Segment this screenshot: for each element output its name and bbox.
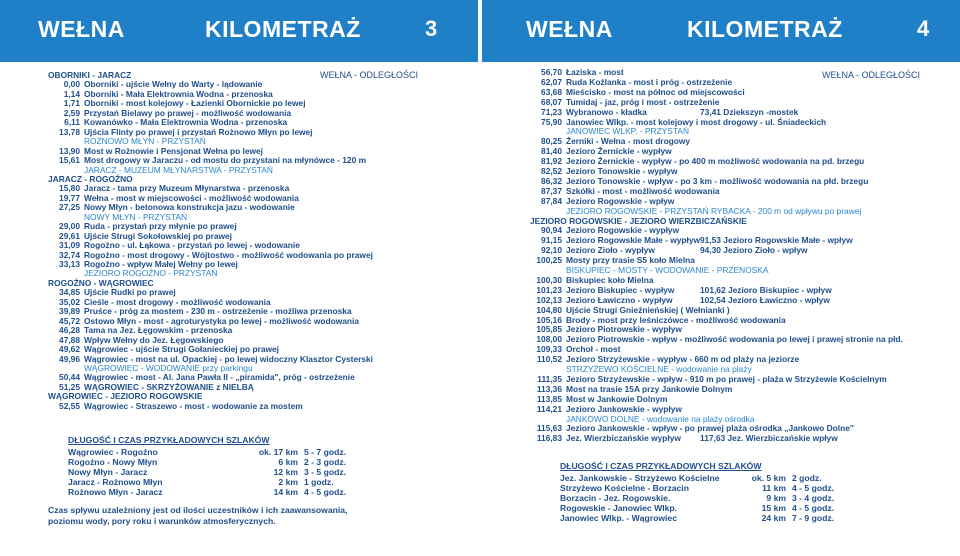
route-time: 3 - 4 godz. (792, 493, 835, 503)
km-value: 105,16 (536, 314, 562, 325)
km-entry-secondary: 101,62 Jezioro Biskupiec - wpływ (700, 284, 832, 295)
entry-text: Mieścisko - most na północ od miejscowości (566, 86, 745, 97)
entry-text: Mosty przy trasie S5 koło Mielna (566, 255, 695, 266)
km-value: 19,77 (59, 192, 80, 203)
km-value: 49,62 (59, 344, 80, 355)
entry-text: Ruda Koźlanka - most i próg - ostrzeżenie (566, 76, 733, 87)
route-name: Rożnowo Młyn - Jaracz (68, 487, 163, 497)
km-entry (530, 176, 868, 186)
entry-text: Nowy Młyn - betonowa konstrukcja jazu - wodowanie (84, 202, 295, 213)
km-entry-secondary: 102,54 Jezioro Ławiczno - wpływ (700, 294, 830, 305)
route-distance: 24 km (761, 513, 786, 523)
km-value: 0,00 (63, 79, 80, 90)
entry-text: Janowiec Wlkp. - most kolejowy i most drogowy - ul. Śniadeckich (566, 116, 827, 127)
entry-text: BISKUPIEC - MOSTY - WODOWANIE - PRZENOSKA (566, 265, 769, 275)
km-value: 1,14 (63, 88, 80, 99)
km-value: 115,63 (536, 423, 562, 434)
km-value: 75,90 (541, 116, 562, 127)
km-value: 2,59 (63, 107, 80, 118)
km-entry (530, 354, 799, 364)
km-entry (530, 334, 903, 344)
km-entry (530, 196, 674, 206)
route-name: Janowiec Wlkp. - Wągrowiec (560, 513, 677, 523)
entry-text: Jezioro Rogowskie Małe - wypływ (566, 235, 701, 246)
km-value: 62,07 (541, 76, 562, 87)
km-value: 113,36 (536, 383, 562, 394)
km-value: 101,23 (536, 284, 562, 295)
entry-text: Jezioro Strzyżewskie - wpływ - 910 m po prawej - plaża w Strzyżewie Kościelnym (566, 373, 887, 384)
km-value: 27,25 (59, 202, 80, 213)
entry-text: JEZIORO ROGOWSKIE - JEZIORO WIERZBICZAŃSKIE (530, 215, 747, 226)
km-entry (530, 255, 695, 265)
km-entry (530, 404, 682, 414)
section-heading (530, 216, 747, 226)
table-row (68, 457, 358, 467)
entry-text: Jaracz - tama przy Muzeum Młynarstwa - przenoska (84, 183, 290, 194)
km-value: 87,37 (541, 185, 562, 196)
route-distance: 9 km (766, 493, 786, 503)
km-value: 15,80 (59, 183, 80, 194)
km-value: 81,92 (541, 156, 562, 167)
entry-text: Ujścia Flinty po prawej i przystań Rożnowo Młyn po lewej (84, 126, 313, 137)
table-title: DŁUGOŚĆ I CZAS PRZYKŁADOWYCH SZLAKÓW (68, 435, 270, 445)
km-value: 1,71 (63, 98, 80, 109)
route-distance: 11 km (762, 483, 786, 493)
route-time: 4 - 5 godz. (304, 487, 347, 497)
entry-text: Most drogowy w Jaraczu - od mostu do przystani na młynówce - 120 m (84, 155, 367, 166)
section-subheading (530, 414, 755, 424)
km-value: 102,13 (536, 294, 562, 305)
table-row (68, 477, 358, 487)
entry-text: Orchoł - most (566, 344, 621, 355)
entry-text: Rogoźno - ul. Łąkowa - przystań po lewej - wodowanie (84, 240, 300, 251)
table-row (560, 503, 860, 513)
entry-text: Jezioro Żernickie - wypływ (566, 146, 672, 157)
entry-text: Cieśle - most drogowy - możliwość wodowania (84, 296, 271, 307)
header-title: WEŁNA (526, 16, 613, 42)
entry-text: Ostowo Młyn - most - agroturystyka po lewej - możliwość wodowania (84, 315, 360, 326)
km-entry (530, 275, 654, 285)
route-distance: ok. 17 km (258, 447, 298, 457)
km-value: 13,90 (59, 145, 80, 156)
km-value: 33,13 (59, 259, 80, 269)
entry-text: Jezioro Żernickie - wypływ - po 400 m możliwość wodowania na pd. brzegu (566, 156, 865, 167)
entry-text: OBORNIKI - JARACZ (48, 70, 132, 80)
entry-text: Oborniki - Mała Elektrownia Wodna - przenoska (84, 88, 273, 99)
km-entry (530, 107, 647, 117)
route-name: Jez. Jankowskie - Strzyżewo Kościelne (560, 473, 720, 483)
table-row (68, 487, 358, 497)
entry-text: Most w Jankowie Dolnym (566, 393, 668, 404)
header-subtitle: KILOMETRAŻ (205, 16, 361, 42)
page-right (482, 0, 960, 556)
entry-text: JEZIORO ROGOŹNO - PRZYSTAŃ (84, 268, 218, 279)
km-entry-secondary: 117,63 Jez. Wierzbiczańskie wpływ (700, 433, 838, 444)
entry-text: WĄGROWIEC - SKRZYŻOWANIE z NIELBĄ (84, 381, 254, 392)
km-entry-secondary: 91,53 Jezioro Rogowskie Małe - wpływ (700, 235, 853, 246)
entry-text: Ruda - przystań przy młynie po prawej (84, 221, 237, 232)
entry-text: JEZIORO ROGOWSKIE - PRZYSTAŃ RYBACKA - 200 m od wpływu po prawej (566, 205, 862, 216)
km-entry (530, 136, 690, 146)
km-entry (530, 146, 672, 156)
km-entry (530, 374, 887, 384)
route-name: Rogoźno - Nowy Młyn (68, 457, 158, 467)
entry-text: Żerniki - Wełna - most drogowy (566, 136, 691, 147)
km-value: 80,25 (541, 136, 562, 147)
entry-text: Tumidaj - jaz, próg i most - ostrzeżenie (566, 96, 720, 107)
km-value: 109,33 (536, 344, 562, 355)
km-value: 45,72 (59, 315, 80, 326)
km-value: 87,84 (541, 195, 562, 206)
entry-text: Jezioro Jankowskie - wpływ - po prawej plaża ośrodka „Jankowo Dolne" (566, 423, 854, 434)
km-entry (48, 401, 303, 411)
page-header (0, 0, 478, 62)
route-time: 1 godz. (304, 477, 334, 487)
route-name: Wągrowiec - Rogoźno (68, 447, 158, 457)
entry-text: Łaziska - most (566, 67, 624, 77)
km-value: 15,61 (59, 155, 80, 166)
section-subheading (530, 265, 768, 275)
route-name: Borzacin - Jez. Rogowskie. (560, 493, 671, 503)
route-name: Strzyżewo Kościelne - Borzacin (560, 483, 689, 493)
entry-text: ROŻNOWO MŁYN - PRZYSTAŃ (84, 136, 206, 147)
entry-text: Jezioro Rogowskie - wypływ (566, 225, 680, 236)
km-entry (530, 315, 786, 325)
entry-text: Jezioro Tonowskie - wypływ (566, 166, 678, 176)
entry-text: Jezioro Tonowskie - wpływ - po 3 km - możliwość wodowania na płd. brzegu (566, 175, 869, 186)
km-entry (530, 166, 678, 176)
route-distance: 6 km (278, 457, 298, 467)
km-value: 29,00 (59, 221, 80, 232)
entry-text: Jezioro Jankowskie - wypływ (566, 403, 682, 414)
km-entry (530, 156, 864, 166)
route-time: 7 - 9 godz. (792, 513, 835, 523)
entry-text: Ujście Rudki po prawej (84, 287, 176, 298)
km-entry (530, 295, 673, 305)
table-row (560, 473, 860, 483)
km-value: 110,52 (536, 354, 562, 365)
km-entry (530, 384, 732, 394)
route-time: 3 - 5 godz. (304, 467, 347, 477)
km-entry (530, 394, 667, 404)
entry-text: Wągrowiec - Straszewo - most - wodowanie za mostem (84, 400, 303, 411)
km-entry (530, 305, 730, 315)
entry-text: Oborniki - most kolejowy - Łazienki Obornickie po lewej (84, 98, 306, 109)
km-value: 34,85 (59, 287, 80, 298)
km-value: 51,25 (59, 381, 80, 392)
route-distance: 2 km (278, 477, 298, 487)
entry-text: Jezioro Strzyżewskie - wypływ - 660 m od plaży na jeziorze (566, 354, 800, 365)
route-distance: ok. 5 km (751, 473, 786, 483)
km-value: 100,25 (536, 255, 562, 266)
km-value: 105,85 (536, 324, 562, 335)
km-value: 31,09 (59, 240, 80, 251)
section-tag: WEŁNA - ODLEGŁOŚCI (822, 70, 921, 80)
entry-text: Jez. Wierzbiczańskie wypływ (566, 433, 681, 444)
page-left (0, 0, 478, 556)
entry-text: Biskupiec koło Mielna (566, 274, 654, 285)
entry-text: NOWY MŁYN - PRZYSTAŃ (84, 211, 187, 222)
km-entry (530, 285, 674, 295)
entry-text: Jezioro Ławiczno - wypływ (566, 294, 673, 305)
table-row (560, 493, 860, 503)
entry-text: Szkółki - most - możliwość wodowania (566, 185, 720, 196)
header-subtitle: KILOMETRAŻ (687, 16, 843, 42)
km-value: 114,21 (536, 403, 562, 414)
km-entry (530, 423, 854, 433)
route-time: 4 - 5 godz. (792, 503, 835, 513)
route-distance: 12 km (273, 467, 298, 477)
km-value: 50,44 (59, 372, 80, 383)
km-entry (530, 97, 719, 107)
km-value: 49,96 (59, 353, 80, 364)
km-value: 46,28 (59, 325, 80, 336)
route-name: Jaracz - Rożnowo Młyn (68, 477, 163, 487)
route-time: 4 - 5 godz. (792, 483, 835, 493)
section-subheading (530, 364, 752, 374)
table-row (560, 483, 860, 493)
entry-text: WĄGROWIEC - JEZIORO ROGOWSKIE (48, 391, 203, 402)
entry-text: Wpływ Wełny do Jez. Łęgowskiego (84, 334, 224, 345)
km-entry (530, 77, 732, 87)
km-value: 32,74 (59, 249, 80, 260)
route-name: Nowy Młyn - Jaracz (68, 467, 148, 477)
table-row (560, 513, 860, 523)
entry-text: Wybranowo - kładka (566, 106, 647, 117)
km-entry (530, 324, 682, 334)
entry-text: Ujście Strugi Gnieźnieńskiej ( Wełnianki ) (566, 304, 730, 315)
entry-text: Kowanówko - Mała Elektrownia Wodna - przenoska (84, 117, 288, 128)
section-tag: WEŁNA - ODLEGŁOŚCI (320, 70, 419, 80)
km-entry-secondary: 94,30 Jezioro Zioło - wpływ (700, 245, 808, 256)
km-entry (530, 235, 700, 245)
entry-text: Brody - most przy leśniczówce - możliwość wodowania (566, 314, 786, 325)
entry-text: Jezioro Biskupiec - wypływ (566, 284, 675, 295)
entry-text: Wełna - most w miejscowości - możliwość wodowania (84, 192, 299, 203)
route-time: 5 - 7 godz. (304, 447, 347, 457)
page-number: 3 (425, 16, 438, 41)
route-name: Rogowskie - Janowiec Wlkp. (560, 503, 677, 513)
km-entry (530, 344, 620, 354)
km-value: 63,68 (541, 86, 562, 97)
km-value: 13,78 (59, 126, 80, 137)
duration-note: Czas spływu uzależniony jest od ilości uczestników i ich zaawansowania, poziomu wody, pory roku i warunków atmosferycznych. (48, 505, 348, 526)
km-value: 68,07 (541, 96, 562, 107)
km-value: 56,70 (541, 67, 562, 77)
km-entry (530, 186, 720, 196)
entry-text: STRZYŻEWO KOŚCIELNE - wodowanie na plaży (566, 364, 752, 374)
page-number: 4 (917, 16, 930, 41)
km-entry (530, 117, 826, 127)
entry-text: Ujście Strugi Sokołowskiej po prawej (84, 230, 232, 241)
km-value: 35,02 (59, 296, 80, 307)
km-value: 111,35 (537, 373, 562, 384)
km-entry (530, 67, 624, 77)
route-time: 2 godz. (792, 473, 822, 483)
table-title: DŁUGOŚĆ I CZAS PRZYKŁADOWYCH SZLAKÓW (560, 461, 762, 471)
route-distance: 14 km (273, 487, 298, 497)
km-value: 6,11 (64, 117, 80, 128)
entry-text: Wągrowiec - most - Al. Jana Pawła II - „piramida", próg - ostrzeżenie (84, 372, 355, 383)
km-value: 113,85 (536, 393, 562, 404)
entry-text: Rogoźno - most drogowy - Wójtostwo - możliwość wodowania po prawej (84, 249, 373, 260)
km-entry (530, 87, 745, 97)
entry-text: Oborniki - ujście Wełny do Warty - lądowanie (84, 79, 263, 90)
km-entry (530, 225, 679, 235)
routes-table (68, 435, 358, 497)
entry-text: ROGOŹNO - WĄGROWIEC (48, 277, 154, 288)
entry-text: JANOWIEC WLKP. - PRZYSTAŃ (566, 126, 690, 137)
entry-text: Przystań Bielawy po prawej - możliwość wodowania (84, 107, 292, 118)
entry-text: Jezioro Piotrowskie - wypływ (566, 324, 682, 335)
km-value: 91,15 (541, 235, 562, 246)
km-value: 39,89 (59, 306, 80, 317)
km-value: 92,10 (541, 245, 562, 256)
entry-text: JARACZ - ROGOŹNO (48, 173, 133, 184)
entry-text: WĄGROWIEC - WODOWANIE przy parkingu (84, 362, 253, 373)
entry-text: Jezioro Zioło - wypływ (566, 245, 655, 256)
table-row (68, 447, 358, 457)
km-entry-secondary: 73,41 Dziekszyn -mostek (700, 106, 799, 117)
entry-text: Jezioro Rogowskie - wpływ (566, 195, 675, 206)
km-value: 90,94 (541, 225, 562, 236)
km-value: 81,40 (541, 146, 562, 157)
km-value: 29,61 (59, 230, 80, 241)
table-row (68, 467, 358, 477)
section-subheading (530, 206, 861, 216)
km-value: 52,55 (59, 400, 80, 411)
entry-text: Wągrowiec - ujście Strugi Gołanieckiej po prawej (84, 344, 280, 355)
entry-text: Tama na Jez. Łęgowskim - przenoska (84, 325, 233, 336)
route-time: 2 - 3 godz. (304, 457, 347, 467)
entry-text: Most w Rożnowie i Pensjonat Wełna po lewej (84, 145, 263, 156)
route-distance: 15 km (761, 503, 786, 513)
km-value: 116,83 (536, 433, 562, 444)
entry-text: Wągrowiec - most na ul. Opackiej - po lewej widoczny Klasztor Cysterski (84, 353, 374, 364)
entry-text: Pruśce - próg za mostem - 230 m - ostrzeżenie - możliwa przenoska (84, 306, 352, 317)
km-entry (530, 245, 655, 255)
km-value: 100,30 (536, 274, 562, 285)
entry-text: Jezioro Piotrowskie - wpływ - możliwość wodowania po lewej i prawej stronie na płd. (566, 334, 903, 345)
section-subheading (530, 126, 689, 136)
page-header (482, 0, 960, 62)
km-entry (530, 433, 681, 443)
km-value: 71,23 (541, 106, 562, 117)
km-value: 104,80 (536, 304, 562, 315)
km-value: 47,88 (59, 334, 80, 345)
header-title: WEŁNA (38, 16, 125, 42)
km-value: 86,32 (541, 175, 562, 186)
entry-text: Rogoźno - wpływ Małej Wełny po lewej (84, 259, 238, 269)
routes-table (560, 461, 860, 523)
km-value: 82,52 (541, 166, 562, 176)
km-value: 108,00 (536, 334, 562, 345)
entry-text: JARACZ - MUZEUM MŁYNARSTWA - PRZYSTAŃ (84, 164, 273, 175)
entry-text: Most na trasie 15A przy Jankowie Dolnym (566, 383, 733, 394)
entry-text: JANKOWO DOLNE - wodowanie na plaży ośrodka (566, 413, 755, 424)
